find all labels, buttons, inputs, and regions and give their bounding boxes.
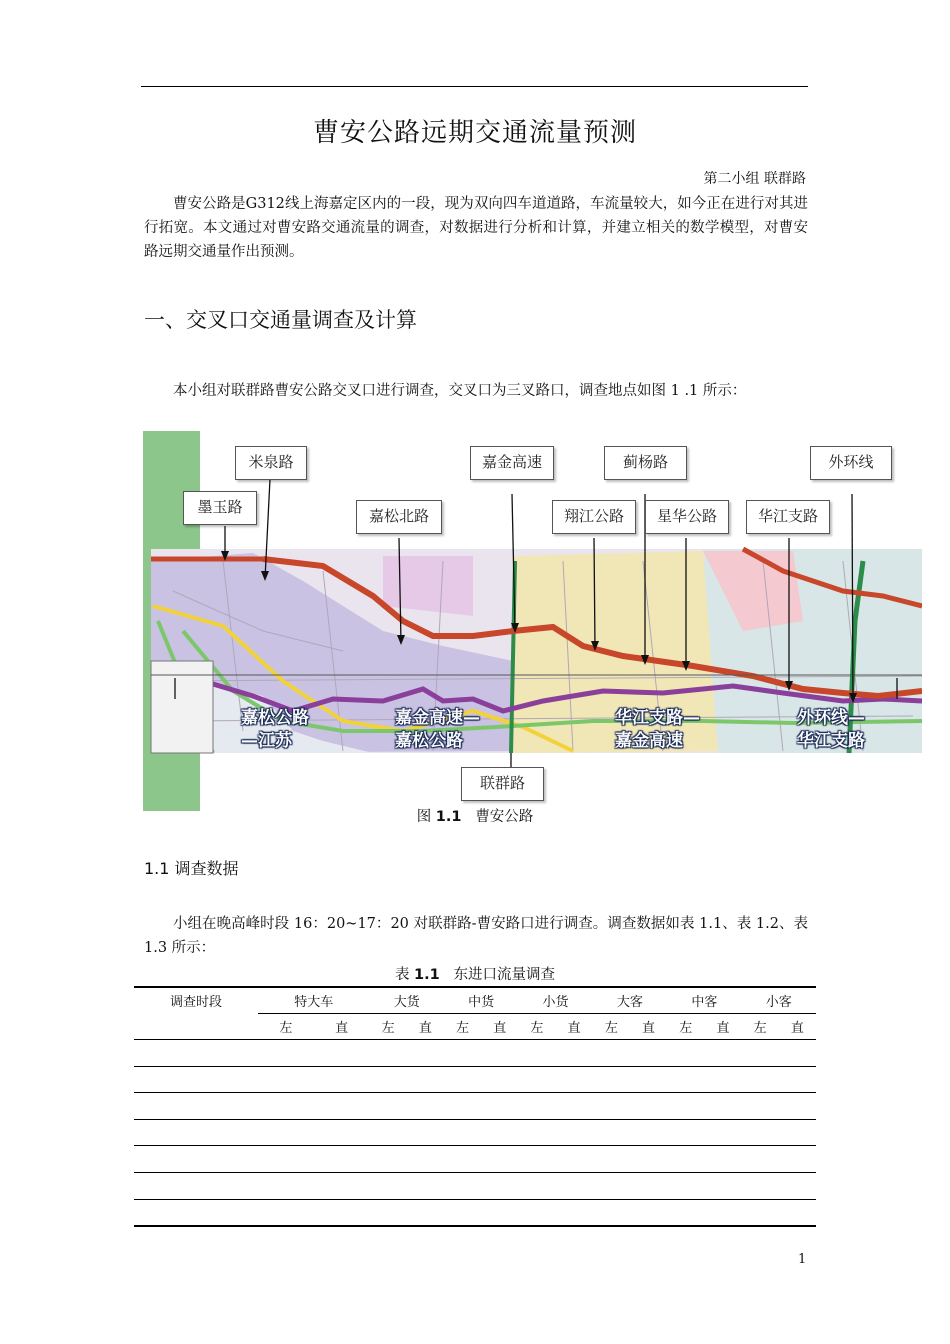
table-cell <box>556 1119 593 1146</box>
table-subheader-straight: 直 <box>407 1014 444 1040</box>
intro-paragraph: 曹安公路是G312线上海嘉定区内的一段，现为双向四车道道路，车流量较大，如今正在进行对其进行拓宽。本文通过对曹安路交通流量的调查，对数据进行分析和计算，并建立相关的数学模型，对曹安路远期交通量作出预测。 <box>144 196 808 260</box>
table-cell <box>704 1199 741 1226</box>
east-entrance-flow-table <box>134 986 816 1227</box>
route-map-figure <box>143 431 922 811</box>
table-cell <box>630 1172 667 1199</box>
table-cell <box>134 1119 258 1146</box>
map-segment-3-line2: 嘉金高速 <box>615 731 683 751</box>
table-cell <box>444 1093 481 1120</box>
table-subheader-left: 左 <box>593 1014 630 1040</box>
table-cell <box>593 1119 630 1146</box>
author-line: 第二小组 联群路 <box>703 171 806 187</box>
table-cell <box>370 1119 407 1146</box>
table-subheader-straight: 直 <box>630 1014 667 1040</box>
table-caption-number: 1.1 <box>414 967 440 983</box>
table-cell <box>370 1199 407 1226</box>
table-subheader-left: 左 <box>258 1014 314 1040</box>
table-cell <box>481 1172 518 1199</box>
map-label-moyu-road: 墨玉路 <box>183 491 257 525</box>
table-cell <box>630 1199 667 1226</box>
table-cell <box>370 1066 407 1093</box>
table-cell <box>407 1093 444 1120</box>
table-cell <box>444 1066 481 1093</box>
table-cell <box>370 1172 407 1199</box>
map-label-lianqun-road: 联群路 <box>461 767 544 801</box>
table-row <box>134 1066 816 1093</box>
table-caption <box>0 963 950 984</box>
table-cell <box>667 1199 704 1226</box>
table-subheader-blank <box>134 1014 258 1040</box>
map-segment-2 <box>395 707 480 753</box>
table-cell <box>258 1119 314 1146</box>
map-label-outer-ring: 外环线 <box>810 446 892 480</box>
table-body <box>134 1040 816 1227</box>
map-segment-4-line1: 外环线— <box>797 708 865 728</box>
table-corner-header: 调查时段 <box>134 987 258 1014</box>
table-cell <box>704 1066 741 1093</box>
table-row <box>134 1146 816 1173</box>
table-cell <box>134 1066 258 1093</box>
figure-caption-title: 曹安公路 <box>475 809 534 825</box>
table-subheader-left: 左 <box>518 1014 555 1040</box>
table-subheader-left: 左 <box>370 1014 407 1040</box>
map-segment-4 <box>797 707 865 753</box>
table-cell <box>314 1146 370 1173</box>
map-segment-3 <box>615 707 700 753</box>
map-label-jiajin-expressway: 嘉金高速 <box>470 446 554 480</box>
table-cell <box>518 1066 555 1093</box>
table-cell <box>134 1093 258 1120</box>
table-subheader-straight: 直 <box>314 1014 370 1040</box>
table-group-header: 中客 <box>667 987 741 1014</box>
table-cell <box>314 1119 370 1146</box>
header-rule <box>141 86 808 87</box>
map-segment-4-line2: 华江支路 <box>797 731 865 751</box>
section-heading-1: 一、交叉口交通量调查及计算 <box>144 308 417 332</box>
table-cell <box>742 1199 779 1226</box>
table-cell <box>370 1040 407 1067</box>
table-row <box>134 1119 816 1146</box>
table-cell <box>593 1066 630 1093</box>
table-cell <box>630 1066 667 1093</box>
table-cell <box>314 1172 370 1199</box>
table-cell <box>779 1172 816 1199</box>
table-cell <box>704 1146 741 1173</box>
table-cell <box>556 1093 593 1120</box>
table-subheader-straight: 直 <box>556 1014 593 1040</box>
table-cell <box>407 1146 444 1173</box>
table-cell <box>593 1093 630 1120</box>
table-row <box>134 1093 816 1120</box>
map-label-jiasong-north-road: 嘉松北路 <box>356 500 442 534</box>
table-cell <box>630 1119 667 1146</box>
map-label-xinghua-road: 星华公路 <box>645 500 729 534</box>
table-caption-prefix: 表 <box>394 967 410 983</box>
table-subheader-straight: 直 <box>481 1014 518 1040</box>
table-cell <box>779 1040 816 1067</box>
table-cell <box>593 1172 630 1199</box>
table-cell <box>314 1093 370 1120</box>
table-group-header: 小客 <box>742 987 816 1014</box>
table-cell <box>742 1093 779 1120</box>
table-cell <box>258 1066 314 1093</box>
table-subheader-straight: 直 <box>779 1014 816 1040</box>
table-subheader-row <box>134 1014 816 1040</box>
figure-caption-prefix: 图 <box>416 809 432 825</box>
table-cell <box>742 1066 779 1093</box>
table-group-header: 小货 <box>518 987 592 1014</box>
table-cell <box>314 1199 370 1226</box>
table-cell <box>407 1172 444 1199</box>
map-label-xiangjiang-road: 翔江公路 <box>552 500 636 534</box>
map-segment-2-line2: 嘉松公路 <box>395 731 463 751</box>
table-cell <box>134 1040 258 1067</box>
table-cell <box>134 1146 258 1173</box>
table-cell <box>518 1093 555 1120</box>
table-cell <box>556 1199 593 1226</box>
table-cell <box>779 1146 816 1173</box>
table-cell <box>779 1199 816 1226</box>
table-cell <box>630 1146 667 1173</box>
table-cell <box>704 1119 741 1146</box>
table-cell <box>667 1119 704 1146</box>
table-cell <box>667 1146 704 1173</box>
table-cell <box>704 1172 741 1199</box>
table-cell <box>630 1093 667 1120</box>
table-row <box>134 1172 816 1199</box>
table-subheader-straight: 直 <box>704 1014 741 1040</box>
table-cell <box>518 1199 555 1226</box>
table-cell <box>556 1172 593 1199</box>
table-cell <box>481 1093 518 1120</box>
table-cell <box>258 1172 314 1199</box>
map-label-miquan-road: 米泉路 <box>235 446 307 480</box>
table-cell <box>518 1146 555 1173</box>
table-group-header: 大客 <box>593 987 667 1014</box>
table-cell <box>481 1199 518 1226</box>
table-group-header: 特大车 <box>258 987 370 1014</box>
table-cell <box>258 1093 314 1120</box>
map-segment-1 <box>241 707 309 753</box>
table-cell <box>370 1146 407 1173</box>
table-group-header: 中货 <box>444 987 518 1014</box>
route-map <box>143 431 922 811</box>
table-cell <box>704 1040 741 1067</box>
table-subheader-left: 左 <box>444 1014 481 1040</box>
map-segment-1-line2: —江苏 <box>241 731 292 751</box>
table-cell <box>779 1066 816 1093</box>
table-cell <box>444 1119 481 1146</box>
table-cell <box>444 1199 481 1226</box>
page-title: 曹安公路远期交通流量预测 <box>312 118 637 148</box>
table-cell <box>667 1066 704 1093</box>
table-cell <box>742 1146 779 1173</box>
table-cell <box>258 1146 314 1173</box>
figure-caption-number: 1.1 <box>435 809 462 825</box>
table-cell <box>518 1172 555 1199</box>
table-cell <box>481 1119 518 1146</box>
table-subheader-left: 左 <box>667 1014 704 1040</box>
page-number: 1 <box>798 1252 807 1267</box>
table-cell <box>556 1066 593 1093</box>
table-cell <box>667 1172 704 1199</box>
table-cell <box>742 1119 779 1146</box>
table-cell <box>444 1146 481 1173</box>
table-cell <box>667 1093 704 1120</box>
table-cell <box>556 1146 593 1173</box>
table-cell <box>407 1199 444 1226</box>
table-cell <box>518 1040 555 1067</box>
section-1-paragraph: 本小组对联群路曹安公路交叉口进行调查，交叉口为三叉路口，调查地点如图 1 .1 所示： <box>173 383 747 399</box>
table-cell <box>481 1066 518 1093</box>
table-cell <box>593 1146 630 1173</box>
table-group-header: 大货 <box>370 987 444 1014</box>
table-cell <box>630 1040 667 1067</box>
section-heading-1-1: 1.1 调查数据 <box>144 859 239 878</box>
table-cell <box>407 1040 444 1067</box>
map-segment-1-line1: 嘉松公路 <box>241 708 309 728</box>
table-cell <box>742 1172 779 1199</box>
table-cell <box>742 1040 779 1067</box>
table-cell <box>518 1119 555 1146</box>
map-segment-2-line1: 嘉金高速— <box>395 708 480 728</box>
table-row <box>134 1040 816 1067</box>
table-cell <box>704 1093 741 1120</box>
table-cell <box>314 1040 370 1067</box>
table-cell <box>407 1119 444 1146</box>
table-cell <box>779 1093 816 1120</box>
table-row <box>134 1199 816 1226</box>
table-cell <box>134 1199 258 1226</box>
table-cell <box>444 1040 481 1067</box>
map-district-purple <box>383 556 473 616</box>
table-subheader-left: 左 <box>742 1014 779 1040</box>
table-cell <box>258 1199 314 1226</box>
figure-caption <box>0 805 950 826</box>
table-cell <box>667 1040 704 1067</box>
table-cell <box>370 1093 407 1120</box>
table-cell <box>481 1040 518 1067</box>
table-cell <box>258 1040 314 1067</box>
table-cell <box>593 1040 630 1067</box>
table-cell <box>593 1199 630 1226</box>
table-cell <box>556 1040 593 1067</box>
table-cell <box>481 1146 518 1173</box>
table-cell <box>779 1119 816 1146</box>
map-segment-3-line1: 华江支路— <box>615 708 700 728</box>
section-1-1-paragraph: 小组在晚高峰时段 16：20~17：20 对联群路-曹安路口进行调查。调查数据如表 1.1、表 1.2、表 1.3 所示： <box>144 916 808 956</box>
table-cell <box>407 1066 444 1093</box>
map-label-huajiang-branch-road: 华江支路 <box>746 500 830 534</box>
table-caption-title: 东进口流量调查 <box>453 967 556 983</box>
table-cell <box>314 1066 370 1093</box>
table-cell <box>134 1172 258 1199</box>
table-cell <box>444 1172 481 1199</box>
map-label-jiyang-road: 蓟杨路 <box>604 446 687 480</box>
